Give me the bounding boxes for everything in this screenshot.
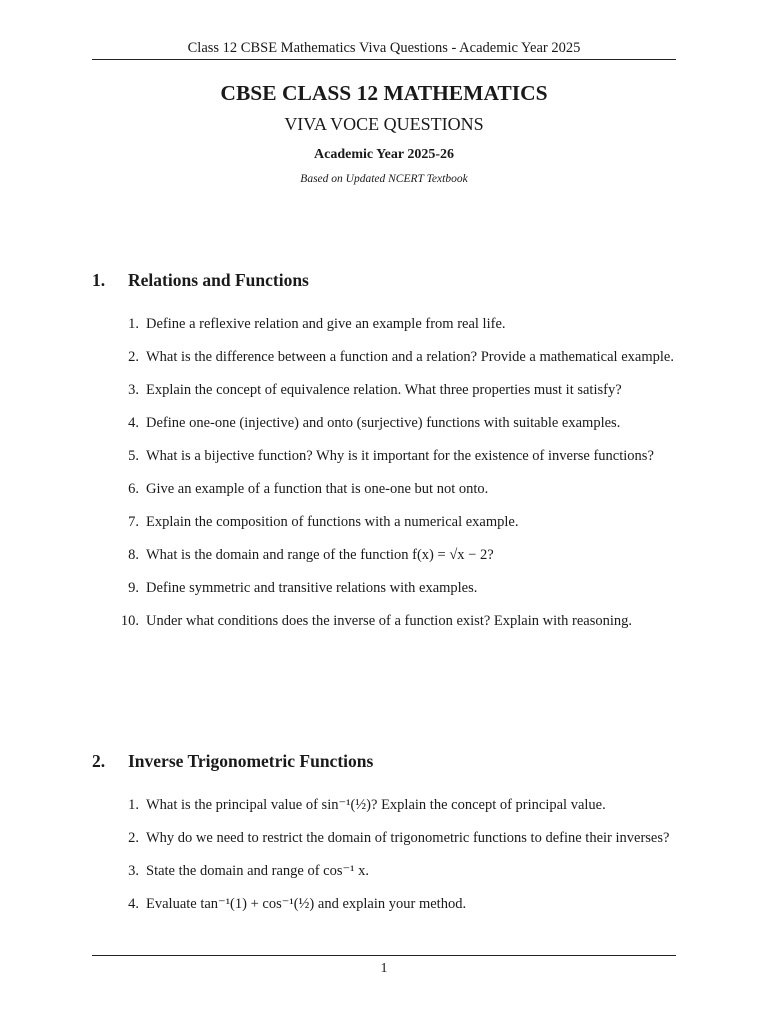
question-number: 9. xyxy=(128,580,139,596)
question-text: Define a reflexive relation and give an example from real life. xyxy=(146,316,506,332)
question-number: 5. xyxy=(128,448,139,464)
question-text: Why do we need to restrict the domain of trigonometric functions to define their inverses? xyxy=(146,830,670,846)
running-header: Class 12 CBSE Mathematics Viva Questions - Academic Year 2025 xyxy=(187,40,581,56)
section-title: Inverse Trigonometric Functions xyxy=(128,751,374,771)
question-text: Explain the composition of functions with a numerical example. xyxy=(146,514,519,530)
question-text: Evaluate tan⁻¹(1) + cos⁻¹(½) and explain your method. xyxy=(146,896,467,912)
section-inverse-trig xyxy=(92,750,676,927)
question-list xyxy=(92,314,676,632)
list-item xyxy=(92,479,676,500)
question-text: Define symmetric and transitive relations with examples. xyxy=(146,580,478,596)
question-number: 4. xyxy=(128,896,139,912)
question-text: State the domain and range of cos⁻¹ x. xyxy=(146,863,369,879)
question-text: What is the principal value of sin⁻¹(½)? Explain the concept of principal value. xyxy=(146,797,606,813)
list-item xyxy=(92,861,676,882)
question-text: What is a bijective function? Why is it important for the existence of inverse functions? xyxy=(146,448,654,464)
question-text: Under what conditions does the inverse of a function exist? Explain with reasoning. xyxy=(146,613,633,629)
question-text: Define one-one (injective) and onto (surjective) functions with suitable examples. xyxy=(146,415,621,431)
question-number: 2. xyxy=(128,349,139,365)
question-list xyxy=(92,795,676,915)
section-number: 1. xyxy=(92,270,106,290)
question-number: 10. xyxy=(120,613,139,629)
question-text: Give an example of a function that is one-one but not onto. xyxy=(146,481,489,497)
question-number: 4. xyxy=(128,415,139,431)
section-number: 2. xyxy=(92,751,106,771)
question-number: 6. xyxy=(128,481,139,497)
list-item xyxy=(92,611,676,632)
list-item xyxy=(92,512,676,533)
list-item xyxy=(92,347,676,368)
list-item xyxy=(92,828,676,849)
question-text: What is the difference between a function and a relation? Provide a mathematical example. xyxy=(146,349,674,365)
footer-rule xyxy=(92,955,676,956)
list-item xyxy=(92,578,676,599)
list-item xyxy=(92,545,676,566)
list-item xyxy=(92,446,676,467)
question-number: 1. xyxy=(128,316,139,332)
question-number: 3. xyxy=(128,382,139,398)
question-number: 1. xyxy=(128,797,139,813)
source-note: Based on Updated NCERT Textbook xyxy=(300,173,468,185)
question-number: 8. xyxy=(128,547,139,563)
section-relations-functions xyxy=(92,269,676,644)
question-text: What is the domain and range of the function f(x) = √x − 2? xyxy=(146,547,494,563)
document-title: CBSE CLASS 12 MATHEMATICS xyxy=(220,81,548,105)
list-item xyxy=(92,380,676,401)
section-title: Relations and Functions xyxy=(128,270,309,290)
question-number: 3. xyxy=(128,863,139,879)
question-number: 2. xyxy=(128,830,139,846)
list-item xyxy=(92,795,676,816)
section-heading xyxy=(92,269,676,291)
list-item xyxy=(92,894,676,915)
question-text: Explain the concept of equivalence relation. What three properties must it satisfy? xyxy=(146,382,622,398)
header-rule xyxy=(92,59,676,60)
academic-year: Academic Year 2025-26 xyxy=(314,147,454,162)
list-item xyxy=(92,413,676,434)
section-heading xyxy=(92,750,676,772)
title-block xyxy=(92,80,676,186)
list-item xyxy=(92,314,676,335)
page-number: 1 xyxy=(380,961,388,976)
document-subtitle: VIVA VOCE QUESTIONS xyxy=(284,114,484,134)
question-number: 7. xyxy=(128,514,139,530)
